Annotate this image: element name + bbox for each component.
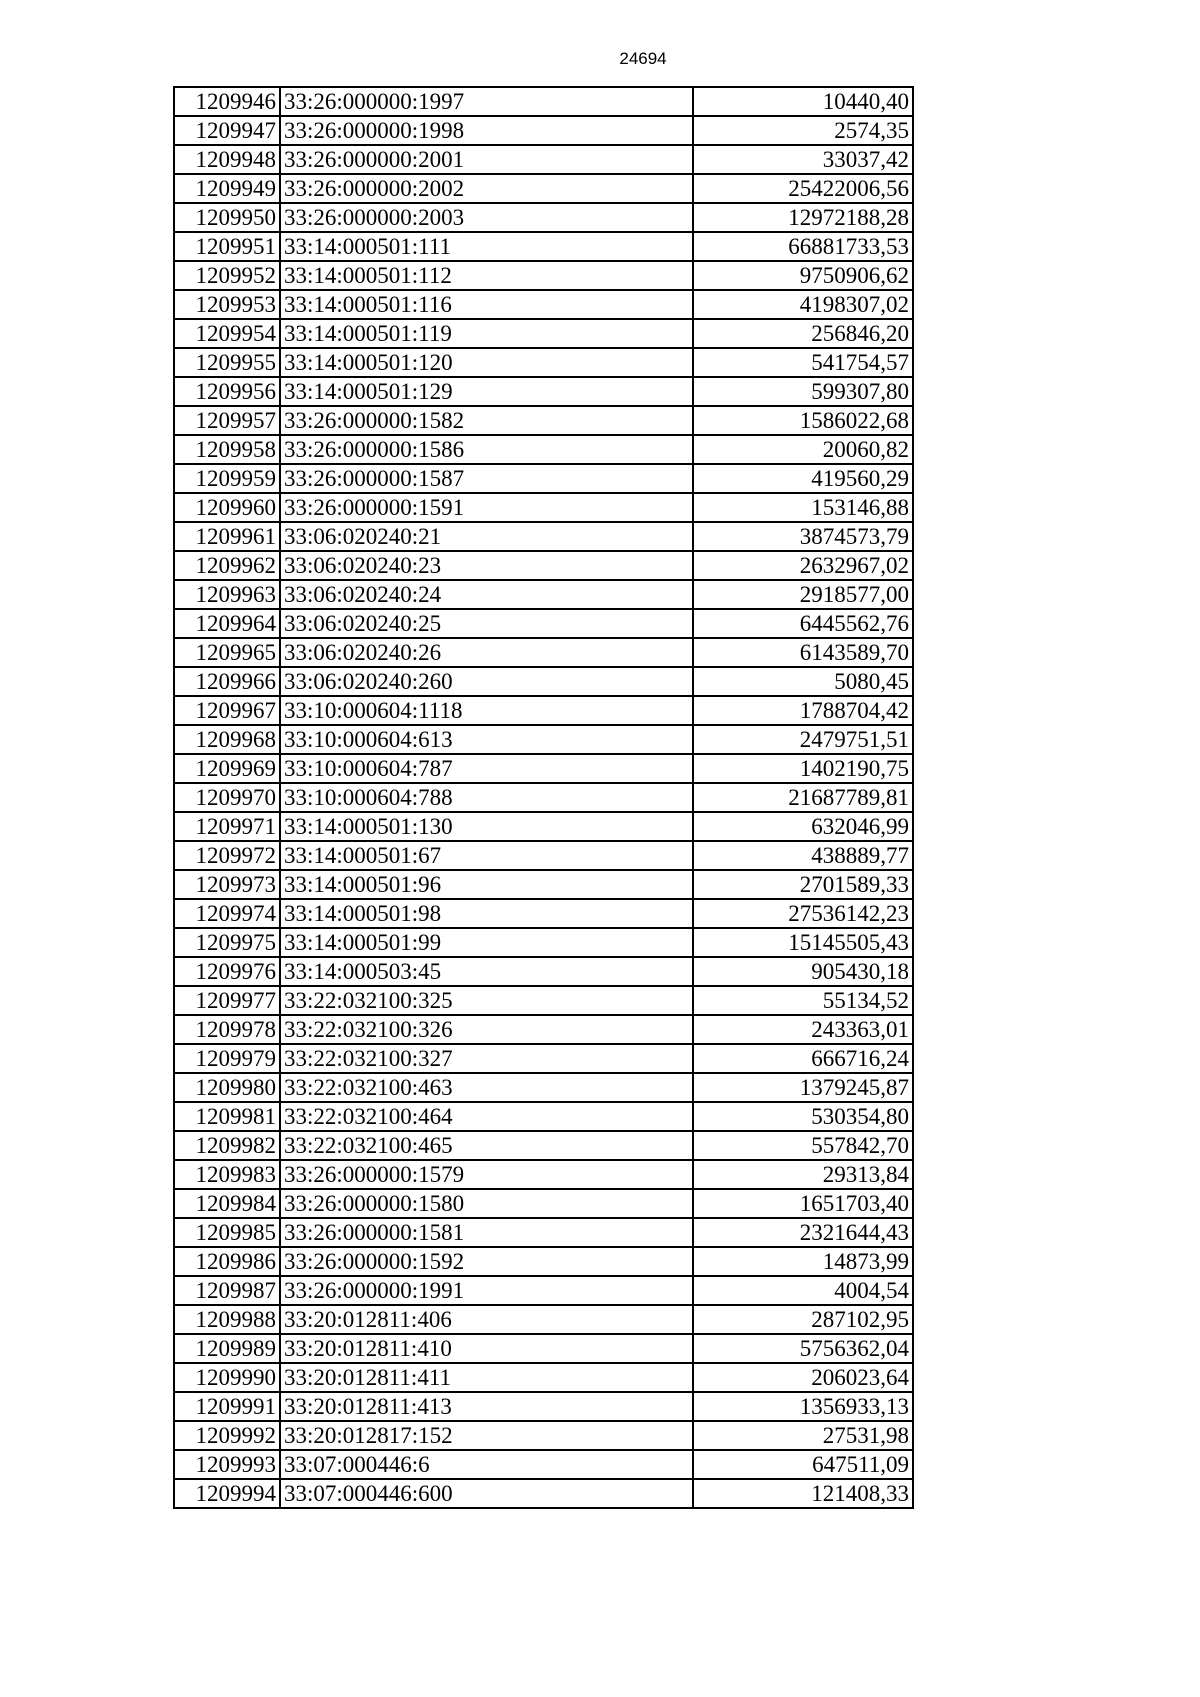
row-number-cell: 1209950 (174, 203, 280, 232)
table-row (174, 1044, 913, 1073)
value-cell: 27536142,23 (693, 899, 913, 928)
row-number-cell: 1209974 (174, 899, 280, 928)
row-number-cell: 1209981 (174, 1102, 280, 1131)
table-row (174, 522, 913, 551)
cadastral-number-cell: 33:26:000000:2003 (280, 203, 693, 232)
cadastral-number-cell: 33:10:000604:787 (280, 754, 693, 783)
table-row (174, 754, 913, 783)
cadastral-number-cell: 33:26:000000:2001 (280, 145, 693, 174)
table-row (174, 1073, 913, 1102)
cadastral-number-cell: 33:14:000501:130 (280, 812, 693, 841)
value-cell: 9750906,62 (693, 261, 913, 290)
cadastral-number-cell: 33:14:000501:129 (280, 377, 693, 406)
cadastral-number-cell: 33:20:012811:413 (280, 1392, 693, 1421)
table-row (174, 406, 913, 435)
row-number-cell: 1209972 (174, 841, 280, 870)
value-cell: 1356933,13 (693, 1392, 913, 1421)
value-cell: 1379245,87 (693, 1073, 913, 1102)
table-row (174, 87, 913, 116)
row-number-cell: 1209982 (174, 1131, 280, 1160)
value-cell: 25422006,56 (693, 174, 913, 203)
value-cell: 243363,01 (693, 1015, 913, 1044)
table-row (174, 783, 913, 812)
registry-table (173, 86, 914, 1509)
cadastral-number-cell: 33:06:020240:23 (280, 551, 693, 580)
cadastral-number-cell: 33:22:032100:327 (280, 1044, 693, 1073)
row-number-cell: 1209954 (174, 319, 280, 348)
table-row (174, 696, 913, 725)
table-row (174, 551, 913, 580)
table-row (174, 1305, 913, 1334)
value-cell: 4198307,02 (693, 290, 913, 319)
cadastral-number-cell: 33:26:000000:1581 (280, 1218, 693, 1247)
row-number-cell: 1209960 (174, 493, 280, 522)
row-number-cell: 1209979 (174, 1044, 280, 1073)
cadastral-number-cell: 33:26:000000:1997 (280, 87, 693, 116)
cadastral-number-cell: 33:06:020240:24 (280, 580, 693, 609)
row-number-cell: 1209955 (174, 348, 280, 377)
table-row (174, 145, 913, 174)
value-cell: 2918577,00 (693, 580, 913, 609)
value-cell: 2574,35 (693, 116, 913, 145)
row-number-cell: 1209958 (174, 435, 280, 464)
row-number-cell: 1209977 (174, 986, 280, 1015)
cadastral-number-cell: 33:14:000501:98 (280, 899, 693, 928)
row-number-cell: 1209993 (174, 1450, 280, 1479)
row-number-cell: 1209947 (174, 116, 280, 145)
row-number-cell: 1209965 (174, 638, 280, 667)
table-row (174, 1479, 913, 1508)
value-cell: 21687789,81 (693, 783, 913, 812)
cadastral-number-cell: 33:26:000000:1998 (280, 116, 693, 145)
table-row (174, 1189, 913, 1218)
cadastral-number-cell: 33:07:000446:6 (280, 1450, 693, 1479)
value-cell: 2701589,33 (693, 870, 913, 899)
table-row (174, 174, 913, 203)
cadastral-number-cell: 33:22:032100:463 (280, 1073, 693, 1102)
row-number-cell: 1209983 (174, 1160, 280, 1189)
cadastral-number-cell: 33:14:000501:119 (280, 319, 693, 348)
table-row (174, 464, 913, 493)
table-row (174, 435, 913, 464)
cadastral-number-cell: 33:06:020240:26 (280, 638, 693, 667)
row-number-cell: 1209959 (174, 464, 280, 493)
cadastral-number-cell: 33:26:000000:1991 (280, 1276, 693, 1305)
row-number-cell: 1209978 (174, 1015, 280, 1044)
value-cell: 5756362,04 (693, 1334, 913, 1363)
value-cell: 530354,80 (693, 1102, 913, 1131)
value-cell: 905430,18 (693, 957, 913, 986)
cadastral-number-cell: 33:14:000501:67 (280, 841, 693, 870)
cadastral-number-cell: 33:14:000501:99 (280, 928, 693, 957)
table-row (174, 957, 913, 986)
row-number-cell: 1209949 (174, 174, 280, 203)
table-row (174, 609, 913, 638)
value-cell: 541754,57 (693, 348, 913, 377)
row-number-cell: 1209967 (174, 696, 280, 725)
cadastral-number-cell: 33:26:000000:1587 (280, 464, 693, 493)
table-row (174, 1392, 913, 1421)
value-cell: 2321644,43 (693, 1218, 913, 1247)
value-cell: 153146,88 (693, 493, 913, 522)
table-row (174, 116, 913, 145)
table-row (174, 232, 913, 261)
value-cell: 1788704,42 (693, 696, 913, 725)
row-number-cell: 1209985 (174, 1218, 280, 1247)
cadastral-number-cell: 33:22:032100:464 (280, 1102, 693, 1131)
value-cell: 27531,98 (693, 1421, 913, 1450)
cadastral-number-cell: 33:22:032100:325 (280, 986, 693, 1015)
row-number-cell: 1209989 (174, 1334, 280, 1363)
cadastral-number-cell: 33:14:000501:96 (280, 870, 693, 899)
table-row (174, 1363, 913, 1392)
table-row (174, 1334, 913, 1363)
cadastral-number-cell: 33:06:020240:260 (280, 667, 693, 696)
value-cell: 55134,52 (693, 986, 913, 1015)
value-cell: 419560,29 (693, 464, 913, 493)
row-number-cell: 1209961 (174, 522, 280, 551)
cadastral-number-cell: 33:26:000000:1586 (280, 435, 693, 464)
row-number-cell: 1209946 (174, 87, 280, 116)
value-cell: 29313,84 (693, 1160, 913, 1189)
value-cell: 557842,70 (693, 1131, 913, 1160)
value-cell: 1651703,40 (693, 1189, 913, 1218)
table-row (174, 261, 913, 290)
value-cell: 666716,24 (693, 1044, 913, 1073)
value-cell: 206023,64 (693, 1363, 913, 1392)
value-cell: 256846,20 (693, 319, 913, 348)
cadastral-number-cell: 33:20:012811:410 (280, 1334, 693, 1363)
value-cell: 10440,40 (693, 87, 913, 116)
row-number-cell: 1209968 (174, 725, 280, 754)
table-row (174, 870, 913, 899)
table-row (174, 812, 913, 841)
row-number-cell: 1209980 (174, 1073, 280, 1102)
value-cell: 14873,99 (693, 1247, 913, 1276)
cadastral-number-cell: 33:20:012811:406 (280, 1305, 693, 1334)
value-cell: 632046,99 (693, 812, 913, 841)
row-number-cell: 1209969 (174, 754, 280, 783)
cadastral-number-cell: 33:22:032100:326 (280, 1015, 693, 1044)
value-cell: 647511,09 (693, 1450, 913, 1479)
table-row (174, 1450, 913, 1479)
row-number-cell: 1209984 (174, 1189, 280, 1218)
cadastral-number-cell: 33:14:000501:120 (280, 348, 693, 377)
value-cell: 66881733,53 (693, 232, 913, 261)
cadastral-number-cell: 33:10:000604:788 (280, 783, 693, 812)
cadastral-number-cell: 33:14:000501:116 (280, 290, 693, 319)
value-cell: 3874573,79 (693, 522, 913, 551)
table-row (174, 1131, 913, 1160)
cadastral-number-cell: 33:14:000503:45 (280, 957, 693, 986)
row-number-cell: 1209952 (174, 261, 280, 290)
table-row (174, 203, 913, 232)
value-cell: 438889,77 (693, 841, 913, 870)
table-row (174, 667, 913, 696)
row-number-cell: 1209963 (174, 580, 280, 609)
value-cell: 4004,54 (693, 1276, 913, 1305)
table-row (174, 1218, 913, 1247)
row-number-cell: 1209971 (174, 812, 280, 841)
table-row (174, 493, 913, 522)
cadastral-number-cell: 33:26:000000:1591 (280, 493, 693, 522)
row-number-cell: 1209962 (174, 551, 280, 580)
cadastral-number-cell: 33:26:000000:2002 (280, 174, 693, 203)
cadastral-number-cell: 33:26:000000:1582 (280, 406, 693, 435)
value-cell: 1586022,68 (693, 406, 913, 435)
cadastral-number-cell: 33:10:000604:1118 (280, 696, 693, 725)
table-row (174, 348, 913, 377)
cadastral-number-cell: 33:10:000604:613 (280, 725, 693, 754)
row-number-cell: 1209994 (174, 1479, 280, 1508)
cadastral-number-cell: 33:22:032100:465 (280, 1131, 693, 1160)
table-row (174, 638, 913, 667)
row-number-cell: 1209966 (174, 667, 280, 696)
row-number-cell: 1209988 (174, 1305, 280, 1334)
table-row (174, 1102, 913, 1131)
table-row (174, 1015, 913, 1044)
row-number-cell: 1209956 (174, 377, 280, 406)
cadastral-number-cell: 33:07:000446:600 (280, 1479, 693, 1508)
row-number-cell: 1209973 (174, 870, 280, 899)
cadastral-number-cell: 33:14:000501:111 (280, 232, 693, 261)
value-cell: 2632967,02 (693, 551, 913, 580)
table-row (174, 899, 913, 928)
value-cell: 2479751,51 (693, 725, 913, 754)
row-number-cell: 1209951 (174, 232, 280, 261)
row-number-cell: 1209953 (174, 290, 280, 319)
table-row (174, 928, 913, 957)
value-cell: 1402190,75 (693, 754, 913, 783)
value-cell: 12972188,28 (693, 203, 913, 232)
row-number-cell: 1209948 (174, 145, 280, 174)
table-body (174, 87, 913, 1508)
value-cell: 15145505,43 (693, 928, 913, 957)
table-row (174, 1247, 913, 1276)
value-cell: 5080,45 (693, 667, 913, 696)
value-cell: 121408,33 (693, 1479, 913, 1508)
row-number-cell: 1209957 (174, 406, 280, 435)
table-row (174, 725, 913, 754)
table-row (174, 1160, 913, 1189)
table-row (174, 841, 913, 870)
row-number-cell: 1209992 (174, 1421, 280, 1450)
row-number-cell: 1209964 (174, 609, 280, 638)
cadastral-number-cell: 33:06:020240:21 (280, 522, 693, 551)
value-cell: 599307,80 (693, 377, 913, 406)
value-cell: 287102,95 (693, 1305, 913, 1334)
table-row (174, 377, 913, 406)
cadastral-number-cell: 33:26:000000:1592 (280, 1247, 693, 1276)
value-cell: 6143589,70 (693, 638, 913, 667)
row-number-cell: 1209975 (174, 928, 280, 957)
value-cell: 20060,82 (693, 435, 913, 464)
table-row (174, 986, 913, 1015)
row-number-cell: 1209976 (174, 957, 280, 986)
table-row (174, 1276, 913, 1305)
table-row (174, 580, 913, 609)
page-number: 24694 (619, 49, 667, 68)
row-number-cell: 1209990 (174, 1363, 280, 1392)
row-number-cell: 1209987 (174, 1276, 280, 1305)
cadastral-number-cell: 33:20:012811:411 (280, 1363, 693, 1392)
cadastral-number-cell: 33:26:000000:1579 (280, 1160, 693, 1189)
value-cell: 6445562,76 (693, 609, 913, 638)
row-number-cell: 1209970 (174, 783, 280, 812)
table-row (174, 1421, 913, 1450)
cadastral-number-cell: 33:20:012817:152 (280, 1421, 693, 1450)
value-cell: 33037,42 (693, 145, 913, 174)
cadastral-number-cell: 33:26:000000:1580 (280, 1189, 693, 1218)
row-number-cell: 1209991 (174, 1392, 280, 1421)
table-row (174, 319, 913, 348)
row-number-cell: 1209986 (174, 1247, 280, 1276)
cadastral-number-cell: 33:14:000501:112 (280, 261, 693, 290)
table-row (174, 290, 913, 319)
cadastral-number-cell: 33:06:020240:25 (280, 609, 693, 638)
